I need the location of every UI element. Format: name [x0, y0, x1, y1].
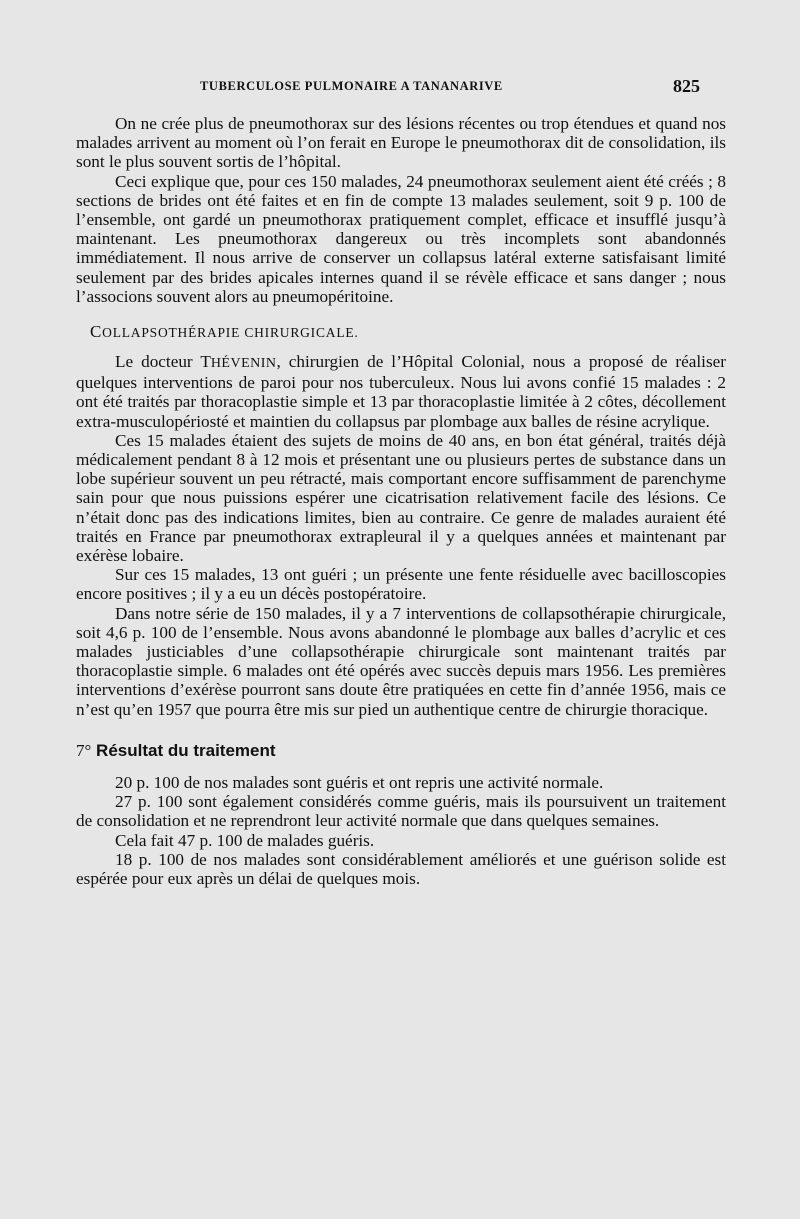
paragraph-outcomes-15: Sur ces 15 malades, 13 ont guéri ; un présente une fente résiduelle avec bacilloscopies encore positives ; il y a eu un décès postopératoire.	[76, 565, 726, 604]
paragraph-thevenin	[76, 352, 726, 431]
paragraph-result-47: Cela fait 47 p. 100 de malades guéris.	[115, 830, 375, 850]
surgeon-name-initial: T	[200, 352, 211, 372]
surgeon-name-rest: HÉVENIN	[210, 356, 277, 372]
running-header	[200, 76, 700, 98]
section-title-rest: OLLAPSOTHÉRAPIE CHIRURGICALE.	[102, 325, 359, 341]
section-title-initial: C	[90, 322, 103, 342]
paragraph-result-20: 20 p. 100 de nos malades sont guéris et ont repris une activité normale.	[115, 772, 604, 792]
paragraph-patients-profile: Ces 15 malades étaient des sujets de moins de 40 ans, en bon état général, traités déjà médicalement pendant 8 à 12 mois et présentant une ou plusieurs pertes de substance dans un lobe supérieur souvent un peu rétracté, mais comportant encore suffisamment de parenchyme sain pour que nous puissions espérer une cicatrisation relativement facile des lésions. Ce n’était donc pas des indications limites, bien au contraire. Ce genre de malades auraient été traités en France par pneumothorax extrapleural il y a quelques années et maintenant par exérèse lobaire.	[76, 430, 726, 566]
results-heading	[76, 741, 726, 761]
section-title-collapsotherapie	[90, 323, 726, 342]
paragraph-result-18: 18 p. 100 de nos malades sont considérablement améliorés et une guérison solide est espérée pour eux après un délai de quelques mois.	[76, 849, 726, 888]
paragraph-pneumothorax-intro: On ne crée plus de pneumothorax sur des lésions récentes ou trop étendues et quand nos malades arrivent au moment où l’on ferait en Europe le pneumothorax dit de consolidation, ils sont le plus souvent sortis de l’hôpital.	[76, 114, 726, 172]
running-title: TUBERCULOSE PULMONAIRE A TANANARIVE	[200, 79, 503, 93]
page-number: 825	[673, 76, 700, 96]
paragraph-thevenin-body: , chirurgien de l’Hôpital Colonial, nous a proposé de réaliser quelques interventions de paroi pour nos tuberculeux. Nous lui avons confié 15 malades : 2 ont été traités par thoracoplastie simple et 13 par thoracoplastie limitée à 2 côtes, décollement extra-musculopériosté et maintien du collapsus par plombage aux balles de résine acrylique.	[76, 352, 726, 431]
paragraph-thevenin-lead: Le docteur	[115, 352, 201, 372]
body-text	[76, 114, 726, 888]
results-heading-number: 7°	[76, 740, 92, 760]
paragraph-series-150: Dans notre série de 150 malades, il y a 7 interventions de collapsothérapie chirurgicale, soit 4,6 p. 100 de l’ensemble. Nous avons abandonné le plombage aux balles d’acrylic et ces malades justiciables d’une collapsothérapie chirurgicale sont maintenant traités par thoracoplastie simple. 6 malades ont été opérés avec succès depuis mars 1956. Les premières interventions d’exérèse pourront sans doute être pratiquées en cette fin d’année 1956, mais ce n’est qu’en 1957 que pourra être mis sur pied un authentique centre de chirurgie thoracique.	[76, 603, 726, 719]
paragraph-pneumothorax-stats: Ceci explique que, pour ces 150 malades, 24 pneumothorax seulement aient été créés ; 8 sections de brides ont été faites et en fin de compte 13 malades seulement, soit 9 p. 100 de l’ensemble, ont gardé un pneumothorax pratiquement complet, efficace et insufflé jusqu’à maintenant. Les pneumothorax dangereux ou très incomplets sont abandonnés immédiatement. Il nous arrive de conserver un collapsus latéral externe satisfaisant limité seulement par des brides apicales internes quand il se révèle efficace et sans danger ; nous l’associons souvent alors au pneumopéritoine.	[76, 171, 726, 306]
paragraph-result-27: 27 p. 100 sont également considérés comme guéris, mais ils poursuivent un traitement de consolidation et ne reprendront leur activité normale que dans quelques semaines.	[76, 792, 726, 831]
results-heading-title: Résultat du traitement	[96, 740, 276, 760]
